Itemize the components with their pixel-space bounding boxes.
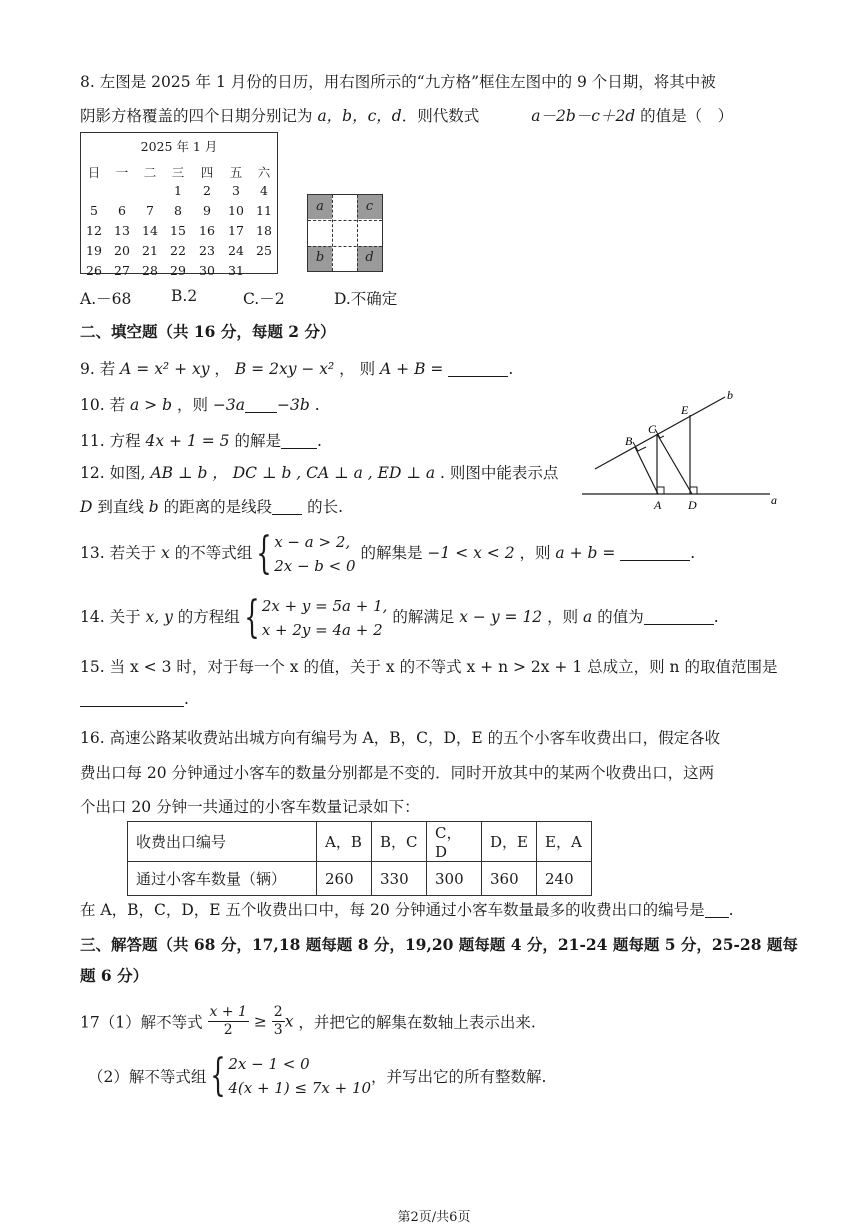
calendar-date: 19 <box>86 243 102 258</box>
calendar-date: 29 <box>170 263 186 278</box>
grid-divider <box>308 220 382 221</box>
calendar-weekday: 二 <box>143 165 157 180</box>
table-cell: 330 <box>372 862 427 896</box>
table-cell: 360 <box>482 862 537 896</box>
section3-heading-line2: 题 6 分） <box>80 966 149 985</box>
q8-option-b: B.2 <box>171 287 198 305</box>
calendar-date: 3 <box>232 183 240 198</box>
q11-answer-blank <box>281 433 317 450</box>
q17-part1: 17（1）解不等式 $\frac{x + 1}{2}$ ≥ $\frac{2}{3}$ x ，并把它的解集在数轴上表示出来. <box>80 1004 536 1038</box>
calendar-date: 11 <box>256 203 272 218</box>
q11: 11. 方程 4x + 1 = 5 的解是 . <box>80 432 322 450</box>
calendar-date: 30 <box>199 263 215 278</box>
table-cell: 300 <box>427 862 482 896</box>
calendar-date: 26 <box>86 263 102 278</box>
q12-line1: 12. 如图, AB ⊥ b ， DC ⊥ b , CA ⊥ a , ED ⊥ a . 则图中能表示点 <box>80 464 559 482</box>
grid-cell-b: b <box>308 246 332 271</box>
q16-table <box>127 821 592 896</box>
q15-line2: . <box>80 690 189 708</box>
line-b <box>595 397 725 469</box>
table-cell: D，E <box>482 822 537 862</box>
label-D: D <box>688 498 697 512</box>
label-E: E <box>681 403 689 417</box>
calendar-weekday: 六 <box>257 165 271 180</box>
table-cell: C，D <box>427 822 482 862</box>
calendar-date: 18 <box>256 223 272 238</box>
calendar-date: 7 <box>146 203 154 218</box>
calendar-date: 5 <box>90 203 98 218</box>
calendar-date: 12 <box>86 223 102 238</box>
label-C: C <box>648 422 657 436</box>
calendar-date: 8 <box>174 203 182 218</box>
table-cell: A，B <box>317 822 372 862</box>
grid-cell-a: a <box>308 195 332 219</box>
grid-divider <box>332 195 333 271</box>
q8-option-d: D.不确定 <box>334 290 398 308</box>
q15-line1: 15. 当 x < 3 时，对于每一个 x 的值，关于 x 的不等式 x + n > 2x + 1 总成立，则 n 的取值范围是 <box>80 658 778 676</box>
calendar-date: 25 <box>256 243 272 258</box>
calendar-weekday: 日 <box>87 165 101 180</box>
q15-answer-blank <box>80 691 184 708</box>
calendar-date: 28 <box>142 263 158 278</box>
calendar-weekday: 三 <box>171 165 185 180</box>
segment-ab <box>635 447 658 494</box>
page-footer: 第2页/共6页 <box>397 1210 471 1225</box>
calendar-date: 27 <box>114 263 130 278</box>
calendar-weekday: 五 <box>229 165 243 180</box>
calendar-date: 22 <box>170 243 186 258</box>
label-a: a <box>771 493 777 507</box>
grid-divider <box>357 195 358 271</box>
label-A: A <box>654 498 662 512</box>
calendar-date: 23 <box>199 243 215 258</box>
q8-option-c: C.－2 <box>243 290 285 308</box>
calendar-date: 21 <box>142 243 158 258</box>
q17-part2: （2）解不等式组{ 2x − 1 < 0 4(x + 1) ≤ 7x + 10 ，并写出它的所有整数解. <box>88 1050 547 1101</box>
calendar-date: 15 <box>170 223 186 238</box>
calendar-date: 2 <box>203 183 211 198</box>
calendar-date: 14 <box>142 223 158 238</box>
calendar-date: 20 <box>114 243 130 258</box>
q12-geometry-figure <box>575 385 785 515</box>
calendar-date: 13 <box>114 223 130 238</box>
q10: 10. 若 a > b ，则 −3a −3b . <box>80 396 320 414</box>
q9-answer-blank <box>448 361 508 378</box>
table-cell: 收费出口编号 <box>128 822 317 862</box>
calendar-date: 24 <box>228 243 244 258</box>
table-cell: E，A <box>537 822 592 862</box>
table-cell: 240 <box>537 862 592 896</box>
table-cell: 通过小客车数量（辆） <box>128 862 317 896</box>
q8-expr: a－2b－c＋2d <box>531 107 636 125</box>
q16-line2: 费出口每 20 分钟通过小客车的数量分别都是不变的．同时开放其中的某两个收费出口，这两 <box>80 764 715 782</box>
calendar-date: 4 <box>260 183 268 198</box>
right-angle-mark <box>633 442 646 451</box>
table-row <box>128 862 592 896</box>
calendar <box>80 132 278 278</box>
table-cell: B，C <box>372 822 427 862</box>
q14: 14. 关于 x, y 的方程组{ 2x + y = 5a + 1, x + 2y = 4a + 2 的解满足 x − y = 12 ，则 a 的值为 . <box>80 592 719 643</box>
calendar-date: 1 <box>174 183 182 198</box>
q9: 9. 若 A = x² + xy ， B = 2xy − x² ， 则 A + B = . <box>80 360 514 378</box>
q16-line1: 16. 高速公路某收费站出城方向有编号为 A，B，C，D，E 的五个小客车收费出口，假定各收 <box>80 729 721 747</box>
calendar-weekday: 一 <box>115 165 129 180</box>
calendar-date: 16 <box>199 223 215 238</box>
q12-answer-blank <box>272 499 302 516</box>
q8-line1: 8. 左图是 2025 年 1 月份的日历，用右图所示的“九方格”框住左图中的 9 个日期，将其中被 <box>80 73 716 91</box>
table-row <box>128 822 592 862</box>
calendar-weekday: 四 <box>200 165 214 180</box>
calendar-date: 31 <box>228 263 244 278</box>
q8-line2: 阴影方格覆盖的四个日期分别记为 a，b，c，d．则代数式 a－2b－c＋2d 的值是（ ） <box>80 107 734 125</box>
label-B: B <box>625 434 633 448</box>
section3-heading-line1: 三、解答题（共 68 分，17,18 题每题 8 分，19,20 题每题 4 分，21-24 题每题 5 分，25-28 题每 <box>80 935 798 954</box>
nine-grid <box>307 194 383 272</box>
calendar-date: 6 <box>118 203 126 218</box>
q16-line3: 个出口 20 分钟一共通过的小客车数量记录如下： <box>80 798 420 816</box>
q14-answer-blank <box>644 609 714 626</box>
q16-answer-blank <box>705 902 729 919</box>
calendar-title: 2025 年 1 月 <box>140 139 218 154</box>
segment-cd <box>657 434 692 494</box>
calendar-date: 17 <box>228 223 244 238</box>
section2-heading: 二、填空题（共 16 分，每题 2 分） <box>80 322 336 341</box>
grid-cell-d: d <box>357 246 382 271</box>
table-cell: 260 <box>317 862 372 896</box>
calendar-date: 9 <box>203 203 211 218</box>
q8-option-a: A.－68 <box>80 290 132 308</box>
grid-cell-c: c <box>357 195 382 219</box>
q12-line2: D 到直线 b 的距离的是线段 的长. <box>80 498 344 516</box>
q16-line4: 在 A，B，C，D，E 五个收费出口中，每 20 分钟通过小客车数量最多的收费出口的编号是 . <box>80 901 734 919</box>
q10-answer-blank <box>245 397 277 414</box>
label-b: b <box>727 388 733 402</box>
q13: 13. 若关于 x 的不等式组{ x − a > 2, 2x − b < 0 的解集是 −1 < x < 2 ，则 a + b = . <box>80 528 696 579</box>
grid-divider <box>308 246 382 247</box>
calendar-date: 10 <box>228 203 244 218</box>
q13-answer-blank <box>620 545 690 562</box>
q8-vars: a，b，c，d <box>317 107 402 125</box>
